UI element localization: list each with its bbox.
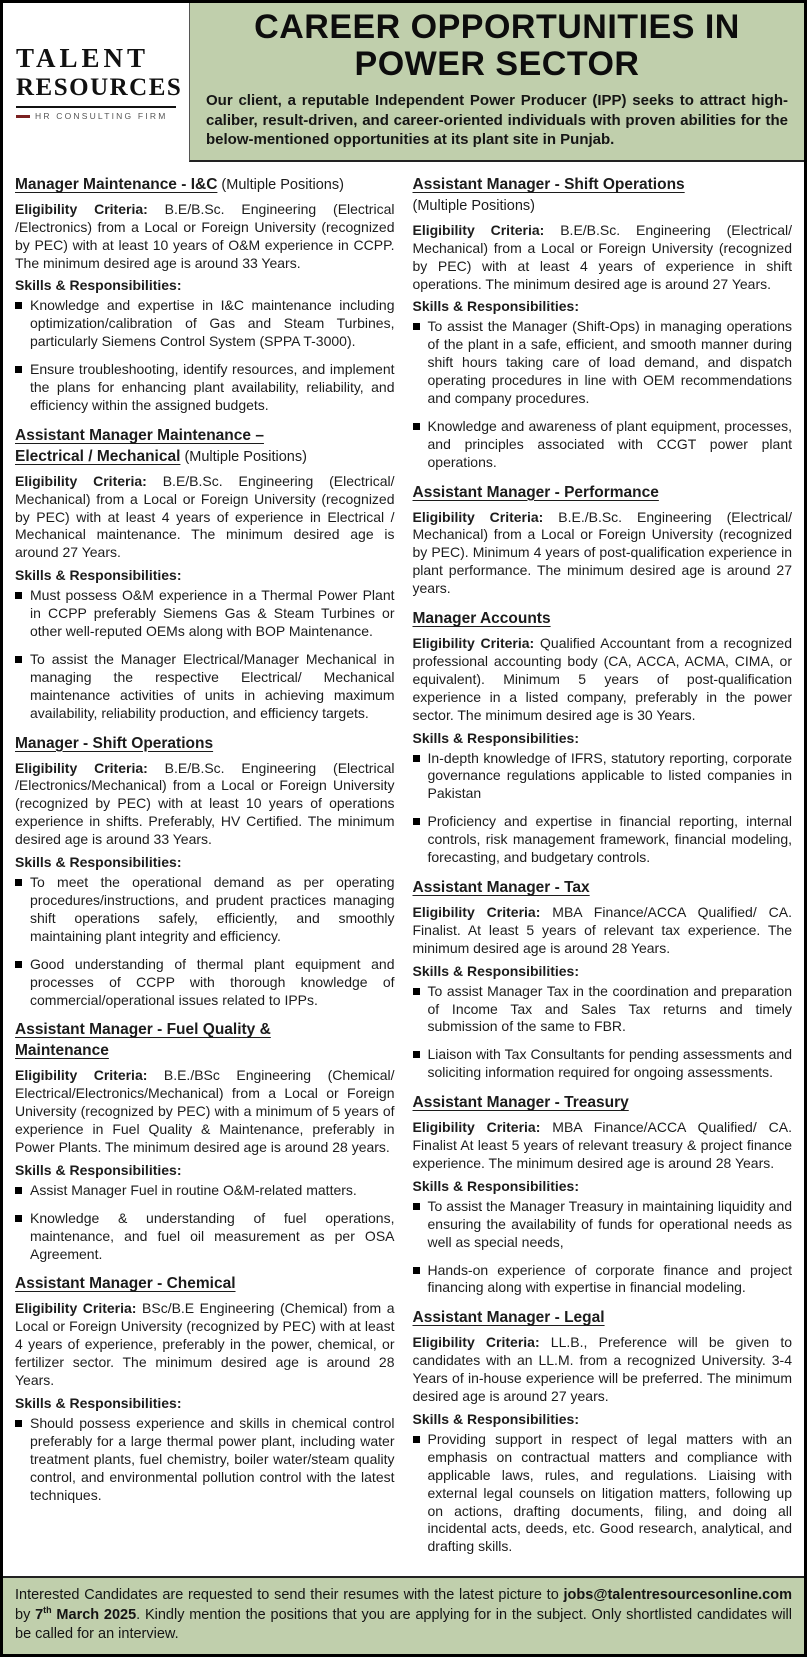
eligibility-paragraph (15, 201, 395, 273)
skill-text: Hands-on experience of corporate finance and project financing along with expertise in financial modeling. (427, 1261, 792, 1296)
deadline-date: 7 (35, 1607, 44, 1624)
eligibility-paragraph (15, 473, 395, 563)
skill-item (15, 587, 395, 641)
job-title-suffix: (Multiple Positions) (180, 448, 307, 465)
skill-item (15, 297, 395, 351)
logo-tagline-text: HR CONSULTING FIRM (35, 111, 168, 122)
job-title-line (15, 426, 395, 447)
page-title-line2: POWER SECTOR (354, 44, 640, 83)
eligibility-label: Eligibility Criteria: (412, 635, 535, 652)
square-bullet-icon (413, 1436, 420, 1443)
job-title-line (413, 175, 793, 196)
header (3, 3, 804, 162)
skill-text: Proficiency and expertise in financial reporting, internal controls, risk management framework, financial modeling, forecasting, and budgetary controls. (427, 813, 792, 866)
job-section (15, 734, 395, 1010)
square-bullet-icon (413, 1051, 420, 1058)
skill-text: Providing support in respect of legal matters with an emphasis on contractual matters and compliance with applicable laws, rules, and regulations. Liaising with external legal counsels on litigation matters, following up on actions, drafting documents, filing, and doing all incidental acts, deeds, etc. Good research, analytical, and drafting skills. (427, 1430, 792, 1555)
job-title-text: Assistant Manager - Shift Operations (412, 175, 685, 193)
left-column (15, 164, 395, 1566)
skill-item (15, 956, 395, 1010)
job-title-line (413, 196, 793, 217)
eligibility-label: Eligibility Criteria: (15, 1067, 148, 1084)
eligibility-paragraph (413, 635, 793, 725)
skill-item (413, 750, 793, 804)
job-columns (3, 162, 804, 1576)
job-title (413, 175, 793, 217)
job-title-line (413, 878, 793, 899)
square-bullet-icon (15, 302, 22, 309)
eligibility-paragraph (413, 904, 793, 958)
eligibility-text: B.E./BSc Engineering (Chemical/ Electrical/Electronics/Mechanical) from a Local or Foreign University (recognized by PEC) with a minimum of 5 years of experience in Fuel Quality & Maintenance, preferably in Power Plants. The minimum desired age is around 28 years. (15, 1067, 395, 1155)
footer-banner (3, 1576, 804, 1654)
eligibility-label: Eligibility Criteria: (15, 472, 147, 489)
square-bullet-icon (15, 592, 22, 599)
square-bullet-icon (15, 1420, 22, 1427)
skill-text: To assist the Manager Electrical/Manager Mechanical in managing the respective Electrical/ Mechanical maintenance activities of units in achieving maximum availability, reliability production, and efficiency targets. (30, 651, 395, 721)
skills-heading: Skills & Responsibilities: (15, 1394, 182, 1411)
skill-item (413, 1046, 793, 1082)
job-section (413, 1308, 793, 1556)
square-bullet-icon (15, 879, 22, 886)
job-title-text: Assistant Manager Maintenance – (15, 426, 264, 444)
eligibility-label: Eligibility Criteria: (15, 1300, 137, 1317)
job-title-line (413, 609, 793, 630)
job-section (15, 426, 395, 723)
job-title (413, 483, 793, 504)
logo-divider (16, 106, 176, 108)
skill-text: Must possess O&M experience in a Thermal Power Plant in CCPP preferably Siemens Gas & Steam Turbines or other well-reputed OEMs along with BOP Maintenance. (30, 587, 395, 640)
eligibility-text: B.E/B.Sc. Engineering (Electrical/ Mechanical) from a Local or Foreign University (recognized by PEC) with at least 4 years of experience in Electrical / Mechanical maintenance. The minimum desired age is around 27 Years. (15, 472, 395, 561)
job-title-suffix: (Multiple Positions) (412, 197, 535, 214)
eligibility-paragraph (413, 1119, 793, 1173)
square-bullet-icon (413, 323, 420, 330)
footer-text-segment: Interested Candidates are requested to send their resumes with the latest picture to (15, 1587, 564, 1604)
job-title-line (15, 175, 395, 196)
job-title-line (413, 1093, 793, 1114)
square-bullet-icon (15, 961, 22, 968)
job-title-text: Assistant Manager - Legal (412, 1309, 605, 1327)
skill-item (413, 1431, 793, 1556)
skill-item (413, 983, 793, 1037)
square-bullet-icon (15, 366, 22, 373)
deadline-date: March 2025 (51, 1607, 137, 1624)
skills-heading: Skills & Responsibilities: (412, 1410, 579, 1427)
job-title (15, 1274, 395, 1295)
eligibility-text: BSc/B.E Engineering (Chemical) from a Local or Foreign University (recognized by PEC) with at least 4 years of experience, preferably in the power, chemical, or fertilizer sector. The minimum desired age is around 28 Years. (15, 1300, 395, 1388)
eligibility-paragraph (413, 222, 793, 294)
skills-heading: Skills & Responsibilities: (412, 729, 579, 746)
job-title-text: Assistant Manager - Fuel Quality & (15, 1021, 271, 1039)
skills-list (15, 874, 395, 1009)
square-bullet-icon (413, 1267, 420, 1274)
skill-item (413, 813, 793, 867)
skill-text: To meet the operational demand as per operating procedures/instructions, and prudent practices managing shift operations safely, efficiently, and smoothly maintaining plant integrity and efficiency. (30, 874, 395, 944)
eligibility-label: Eligibility Criteria: (412, 1334, 540, 1351)
eligibility-label: Eligibility Criteria: (412, 221, 545, 238)
job-title-suffix: (Multiple Positions) (217, 176, 344, 193)
eligibility-paragraph (15, 1067, 395, 1157)
square-bullet-icon (413, 818, 420, 825)
square-bullet-icon (15, 656, 22, 663)
eligibility-text: MBA Finance/ACCA Qualified/ CA. Finalist. At least 5 years of relevant tax experience. The minimum desired age is around 28 Years. (412, 903, 792, 956)
job-title-line (413, 483, 793, 504)
job-title (15, 426, 395, 468)
skill-text: Liaison with Tax Consultants for pending assessments and soliciting information required for ongoing assessments. (427, 1046, 792, 1081)
skill-text: Should possess experience and skills in chemical control preferably for a large thermal power plant, including water treatment plants, fuel chemistry, boiler water/steam quality control, and environmental pollution control with the latest techniques. (30, 1414, 395, 1503)
skills-list (15, 297, 395, 414)
skill-text: Assist Manager Fuel in routine O&M-related matters. (30, 1181, 357, 1198)
email-address: jobs@talentresourcesonline.com (563, 1587, 792, 1604)
skills-heading: Skills & Responsibilities: (15, 854, 182, 871)
eligibility-text: Qualified Accountant from a recognized professional accounting body (CA, ACCA, ACMA, CIMA, or equivalent). Minimum 5 years of post-qualification experience in a listed company, preferably in the power sector. The minimum desired age is 30 Years. (412, 635, 792, 723)
eligibility-label: Eligibility Criteria: (412, 1119, 541, 1136)
eligibility-paragraph (15, 1300, 395, 1390)
logo-inner (16, 43, 183, 122)
skills-heading: Skills & Responsibilities: (15, 567, 182, 584)
skill-item (15, 361, 395, 415)
eligibility-label: Eligibility Criteria: (412, 508, 544, 525)
skill-text: Knowledge and expertise in I&C maintenance including optimization/calibration of Gas and Steam Turbines, particularly Siemens Control System (SPPA T-3000). (30, 297, 395, 350)
skill-item (413, 1198, 793, 1252)
job-section (15, 175, 395, 415)
skills-heading: Skills & Responsibilities: (15, 1161, 182, 1178)
skills-heading: Skills & Responsibilities: (412, 1177, 579, 1194)
job-title-line (15, 734, 395, 755)
job-title-line (15, 1274, 395, 1295)
application-instructions (15, 1586, 792, 1644)
skill-text: Knowledge & understanding of fuel operations, maintenance, and fuel oil measurement as per OSA Agreement. (30, 1209, 395, 1262)
skill-item (15, 1182, 395, 1200)
job-section (413, 609, 793, 867)
logo-dash-icon (16, 115, 30, 118)
skills-list (15, 1182, 395, 1264)
skills-list (413, 1198, 793, 1298)
skills-list (413, 1431, 793, 1556)
job-title (413, 878, 793, 899)
skills-list (15, 1415, 395, 1505)
job-title-line (15, 1020, 395, 1041)
skill-item (413, 1262, 793, 1298)
job-title (413, 609, 793, 630)
skills-list (413, 750, 793, 867)
job-title-line (15, 1041, 395, 1062)
job-section (413, 1093, 793, 1297)
deadline-date-ordinal: th (43, 1605, 52, 1616)
skill-item (15, 651, 395, 723)
skills-list (413, 318, 793, 471)
logo-line1: TALENT (16, 43, 150, 74)
job-section (413, 483, 793, 598)
skill-item (413, 318, 793, 408)
job-title-text: Manager Accounts (412, 610, 551, 628)
skill-item (15, 1415, 395, 1505)
square-bullet-icon (413, 755, 420, 762)
job-title-text: Assistant Manager - Tax (412, 879, 590, 896)
job-title-text: Assistant Manager - Chemical (15, 1275, 236, 1293)
eligibility-text: MBA Finance/ACCA Qualified/ CA. Finalist At least 5 years of relevant treasury & project finance experience. The minimum desired age is around 28 Years. (412, 1119, 792, 1171)
eligibility-paragraph (15, 760, 395, 850)
logo-line2: RESOURCES (16, 74, 183, 102)
job-section (15, 1274, 395, 1504)
eligibility-label: Eligibility Criteria: (15, 200, 148, 217)
square-bullet-icon (413, 423, 420, 430)
eligibility-text: LL.B., Preference will be given to candidates with an LL.M. from a recognized University. 3-4 Years of in-house experience will be preferred. The minimum desired age is around 27 years. (412, 1334, 792, 1404)
skill-text: Ensure troubleshooting, identify resources, and implement the plans for enhancing plant availability, reliability, and efficiency within the assigned budgets. (30, 361, 395, 414)
job-section (413, 175, 793, 472)
job-title (413, 1093, 793, 1114)
job-title-text: Manager Maintenance - I&C (15, 175, 218, 193)
eligibility-text: B.E/B.Sc. Engineering (Electrical /Electronics) from a Local or Foreign University (recognized by PEC) with at least 10 years of O&M experience in CCPP. The minimum desired age is around 33 Years. (15, 200, 395, 271)
header-banner (189, 3, 804, 162)
skills-list (15, 587, 395, 722)
skills-heading: Skills & Responsibilities: (412, 962, 579, 979)
skill-text: To assist Manager Tax in the coordination and preparation of Income Tax and Sales Tax returns and timely submission of the same to FBR. (427, 982, 792, 1035)
job-title-text: Electrical / Mechanical (15, 447, 181, 465)
skill-item (15, 1210, 395, 1264)
skills-heading: Skills & Responsibilities: (15, 277, 182, 294)
skills-list (413, 983, 793, 1083)
skill-text: To assist the Manager Treasury in maintaining liquidity and ensuring the availability of funds for operational needs as well as special needs, (427, 1197, 792, 1250)
right-column (413, 164, 793, 1566)
skill-item (15, 874, 395, 946)
talent-resources-logo (3, 3, 189, 162)
square-bullet-icon (413, 988, 420, 995)
skill-text: Good understanding of thermal plant equipment and processes of CCPP with thorough knowledge of commercial/operational issues related to IPPs. (30, 955, 395, 1008)
job-section (413, 878, 793, 1082)
job-section (15, 1020, 395, 1263)
job-title (413, 1308, 793, 1329)
skill-text: Knowledge and awareness of plant equipment, processes, and principles associated with CCGT power plant operations. (427, 417, 792, 470)
square-bullet-icon (15, 1187, 22, 1194)
job-title (15, 175, 395, 196)
square-bullet-icon (15, 1215, 22, 1222)
job-title (15, 1020, 395, 1062)
eligibility-label: Eligibility Criteria: (15, 759, 148, 776)
page-title-line1: CAREER OPPORTUNITIES IN (254, 8, 740, 46)
skill-text: To assist the Manager (Shift-Ops) in managing operations of the plant in a safe, efficient, and smooth manner during shift hours taking care of load demand, and dispatch operating procedures in line with OEM recommendations and company procedures. (427, 318, 792, 407)
job-title-text: Assistant Manager - Performance (412, 483, 659, 501)
footer-text-segment: by (15, 1607, 36, 1624)
eligibility-text: B.E/B.Sc. Engineering (Electrical/ Mechanical) from a Local or Foreign University (recognized by PEC) with at least 4 years of experience in shift operations. The minimum desired age is around 27 Years. (412, 221, 792, 292)
job-title-line (15, 447, 395, 468)
intro-paragraph: Our client, a reputable Independent Power Producer (IPP) seeks to attract high-caliber, result-driven, and career-oriented individuals with proven abilities for the below-mentioned opportunities at its plant site in Punjab. (206, 92, 788, 149)
square-bullet-icon (413, 1203, 420, 1210)
job-title-text: Assistant Manager - Treasury (412, 1094, 629, 1112)
skill-text: In-depth knowledge of IFRS, statutory reporting, corporate governance regulations applicable to listed companies in Pakistan (427, 749, 792, 802)
eligibility-text: B.E/B.Sc. Engineering (Electrical /Electronics/Mechanical) from a Local or Foreign University (recognized by PEC) with at least 10 years of operations experience in shifts. Preferably, HV Certified. The minimum desired age is around 33 Years. (15, 759, 395, 848)
job-title (15, 734, 395, 755)
page-title (206, 9, 788, 82)
job-title-line (413, 1308, 793, 1329)
skill-item (413, 418, 793, 472)
eligibility-paragraph (413, 1334, 793, 1406)
skills-heading: Skills & Responsibilities: (412, 298, 579, 315)
footer-text-segment: . Kindly mention the positions that you are applying for in the subject. Only shortlisted candidates will be called for an interview. (15, 1607, 793, 1643)
logo-tagline (16, 111, 176, 121)
eligibility-paragraph (413, 509, 793, 599)
job-title-text: Manager - Shift Operations (15, 734, 214, 752)
eligibility-text: B.E./B.Sc. Engineering (Electrical/ Mechanical) from a Local or Foreign University (recognized by PEC). Minimum 4 years of post-qualification experience in plant performance. The minimum desired age is around 27 years. (412, 508, 792, 597)
eligibility-label: Eligibility Criteria: (412, 903, 541, 920)
job-title-text: Maintenance (15, 1042, 109, 1060)
